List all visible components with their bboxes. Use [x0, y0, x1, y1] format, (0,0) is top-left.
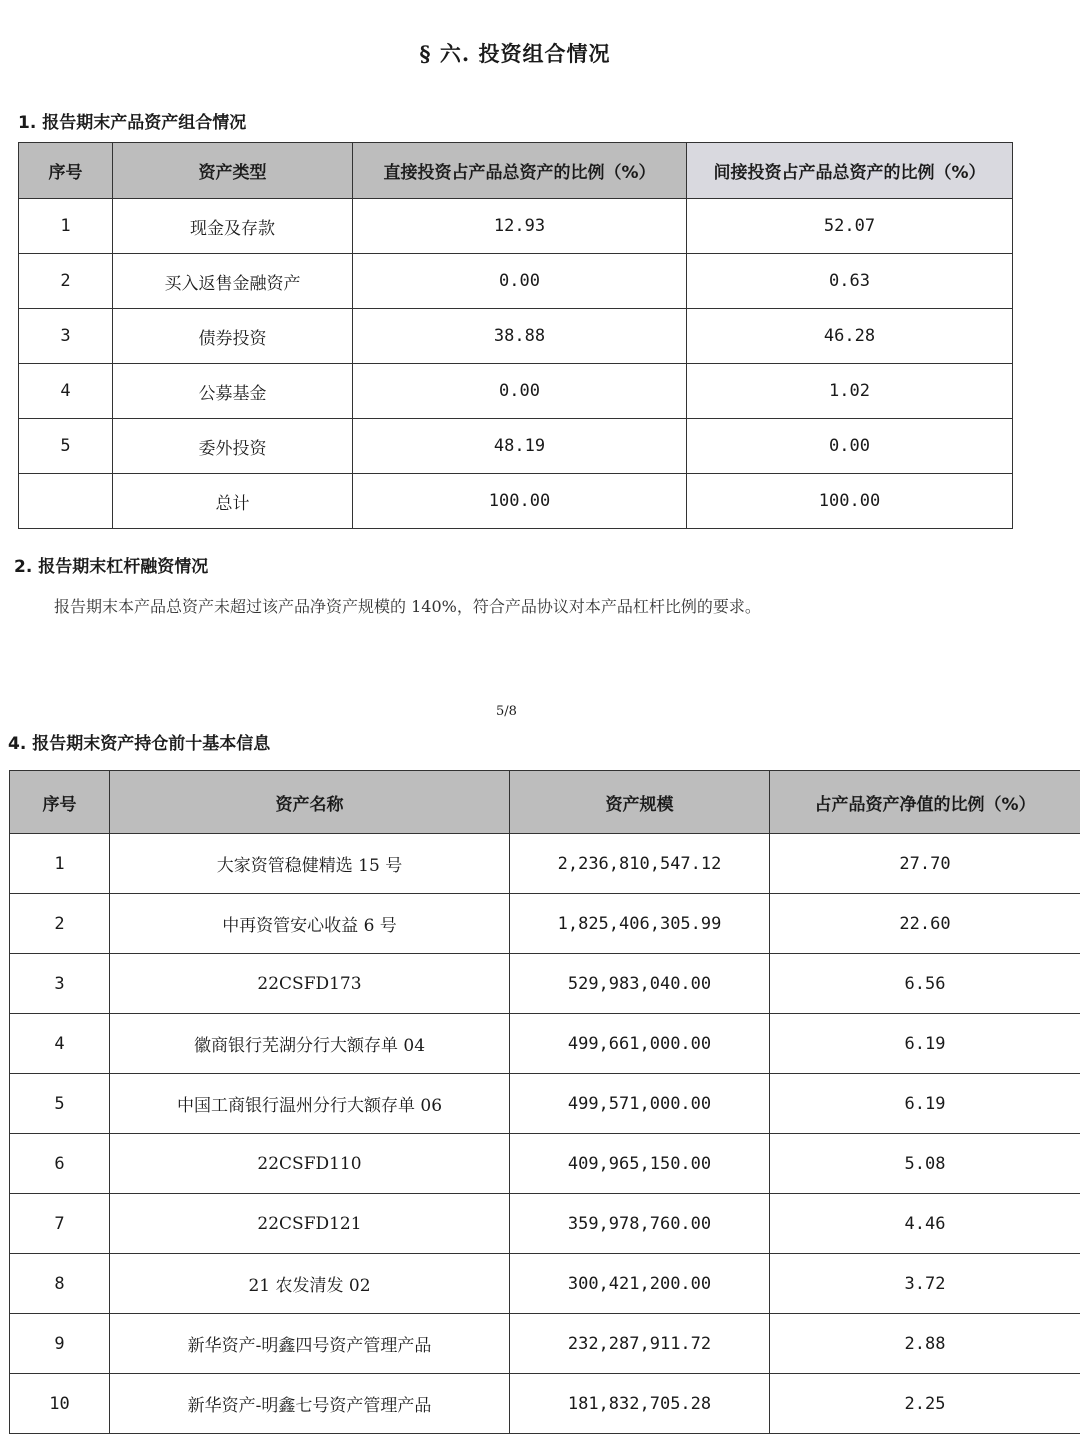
- cell-direct-ratio: 38.88: [353, 309, 687, 364]
- cell-asset-scale: 409,965,150.00: [510, 1134, 770, 1194]
- cell-indirect-ratio: 0.00: [687, 419, 1013, 474]
- cell-asset-name: 中再资管安心收益 6 号: [110, 894, 510, 954]
- cell-index: 3: [10, 954, 110, 1014]
- cell-asset-type: 买入返售金融资产: [113, 254, 353, 309]
- table-row: [19, 474, 1013, 529]
- cell-nav-ratio: 22.60: [770, 894, 1080, 954]
- leverage-statement: 报告期末本产品总资产未超过该产品净资产规模的 140%，符合产品协议对本产品杠杆比例的要求。: [54, 597, 761, 616]
- cell-direct-ratio: 0.00: [353, 254, 687, 309]
- cell-index: [19, 474, 113, 529]
- page-title: § 六. 投资组合情况: [419, 41, 611, 66]
- table-row: [19, 199, 1013, 254]
- cell-asset-name: 22CSFD173: [110, 954, 510, 1014]
- table-row: [19, 254, 1013, 309]
- cell-index: 8: [10, 1254, 110, 1314]
- cell-asset-name: 22CSFD121: [110, 1194, 510, 1254]
- cell-asset-scale: 181,832,705.28: [510, 1374, 770, 1434]
- cell-index: 5: [19, 419, 113, 474]
- cell-index: 6: [10, 1134, 110, 1194]
- cell-asset-scale: 2,236,810,547.12: [510, 834, 770, 894]
- table-row: [10, 834, 1080, 894]
- cell-asset-scale: 232,287,911.72: [510, 1314, 770, 1374]
- col-header-nav-ratio: 占产品资产净值的比例（%）: [770, 771, 1080, 834]
- cell-indirect-ratio: 100.00: [687, 474, 1013, 529]
- table-row: [10, 1014, 1080, 1074]
- cell-asset-type: 总计: [113, 474, 353, 529]
- cell-index: 2: [10, 894, 110, 954]
- col-header-asset-scale: 资产规模: [510, 771, 770, 834]
- section-2-heading: 2. 报告期末杠杆融资情况: [14, 557, 209, 577]
- cell-indirect-ratio: 52.07: [687, 199, 1013, 254]
- cell-index: 7: [10, 1194, 110, 1254]
- section-4-heading: 4. 报告期末资产持仓前十基本信息: [8, 734, 271, 754]
- cell-asset-scale: 499,571,000.00: [510, 1074, 770, 1134]
- cell-asset-type: 公募基金: [113, 364, 353, 419]
- cell-asset-name: 21 农发清发 02: [110, 1254, 510, 1314]
- cell-direct-ratio: 48.19: [353, 419, 687, 474]
- cell-direct-ratio: 100.00: [353, 474, 687, 529]
- asset-allocation-table: [18, 142, 1013, 529]
- cell-nav-ratio: 5.08: [770, 1134, 1080, 1194]
- cell-asset-type: 委外投资: [113, 419, 353, 474]
- table-row: [10, 1194, 1080, 1254]
- cell-asset-scale: 300,421,200.00: [510, 1254, 770, 1314]
- cell-index: 9: [10, 1314, 110, 1374]
- table-row: [10, 1074, 1080, 1134]
- cell-index: 1: [19, 199, 113, 254]
- col-header-index: 序号: [19, 143, 113, 199]
- table-row: [10, 1314, 1080, 1374]
- cell-asset-scale: 529,983,040.00: [510, 954, 770, 1014]
- cell-index: 5: [10, 1074, 110, 1134]
- cell-nav-ratio: 4.46: [770, 1194, 1080, 1254]
- page-number: 5/8: [496, 704, 517, 719]
- cell-asset-name: 新华资产-明鑫四号资产管理产品: [110, 1314, 510, 1374]
- cell-indirect-ratio: 0.63: [687, 254, 1013, 309]
- cell-direct-ratio: 0.00: [353, 364, 687, 419]
- cell-asset-scale: 1,825,406,305.99: [510, 894, 770, 954]
- table-row: [10, 1254, 1080, 1314]
- cell-nav-ratio: 6.19: [770, 1014, 1080, 1074]
- cell-asset-name: 大家资管稳健精选 15 号: [110, 834, 510, 894]
- cell-index: 10: [10, 1374, 110, 1434]
- table-row: [19, 364, 1013, 419]
- cell-direct-ratio: 12.93: [353, 199, 687, 254]
- table-row: [10, 954, 1080, 1014]
- cell-index: 2: [19, 254, 113, 309]
- cell-index: 3: [19, 309, 113, 364]
- cell-index: 4: [10, 1014, 110, 1074]
- cell-asset-name: 徽商银行芜湖分行大额存单 04: [110, 1014, 510, 1074]
- section-1-heading: 1. 报告期末产品资产组合情况: [18, 113, 247, 133]
- col-header-indirect-ratio: 间接投资占产品总资产的比例（%）: [687, 143, 1013, 199]
- cell-nav-ratio: 6.56: [770, 954, 1080, 1014]
- cell-nav-ratio: 27.70: [770, 834, 1080, 894]
- col-header-asset-name: 资产名称: [110, 771, 510, 834]
- table-row: [10, 894, 1080, 954]
- table-row: [10, 1374, 1080, 1434]
- cell-asset-scale: 499,661,000.00: [510, 1014, 770, 1074]
- table-row: [10, 1134, 1080, 1194]
- col-header-direct-ratio: 直接投资占产品总资产的比例（%）: [353, 143, 687, 199]
- cell-asset-type: 现金及存款: [113, 199, 353, 254]
- cell-asset-name: 中国工商银行温州分行大额存单 06: [110, 1074, 510, 1134]
- col-header-index: 序号: [10, 771, 110, 834]
- table-row: [19, 309, 1013, 364]
- cell-nav-ratio: 6.19: [770, 1074, 1080, 1134]
- cell-index: 1: [10, 834, 110, 894]
- col-header-asset-type: 资产类型: [113, 143, 353, 199]
- table-header-row: [19, 143, 1013, 199]
- cell-asset-name: 新华资产-明鑫七号资产管理产品: [110, 1374, 510, 1434]
- cell-indirect-ratio: 46.28: [687, 309, 1013, 364]
- cell-asset-type: 债券投资: [113, 309, 353, 364]
- top-ten-holdings-table: [9, 770, 1080, 1434]
- table-row: [19, 419, 1013, 474]
- cell-asset-scale: 359,978,760.00: [510, 1194, 770, 1254]
- cell-nav-ratio: 2.88: [770, 1314, 1080, 1374]
- cell-asset-name: 22CSFD110: [110, 1134, 510, 1194]
- cell-index: 4: [19, 364, 113, 419]
- cell-nav-ratio: 2.25: [770, 1374, 1080, 1434]
- cell-indirect-ratio: 1.02: [687, 364, 1013, 419]
- table-header-row: [10, 771, 1080, 834]
- cell-nav-ratio: 3.72: [770, 1254, 1080, 1314]
